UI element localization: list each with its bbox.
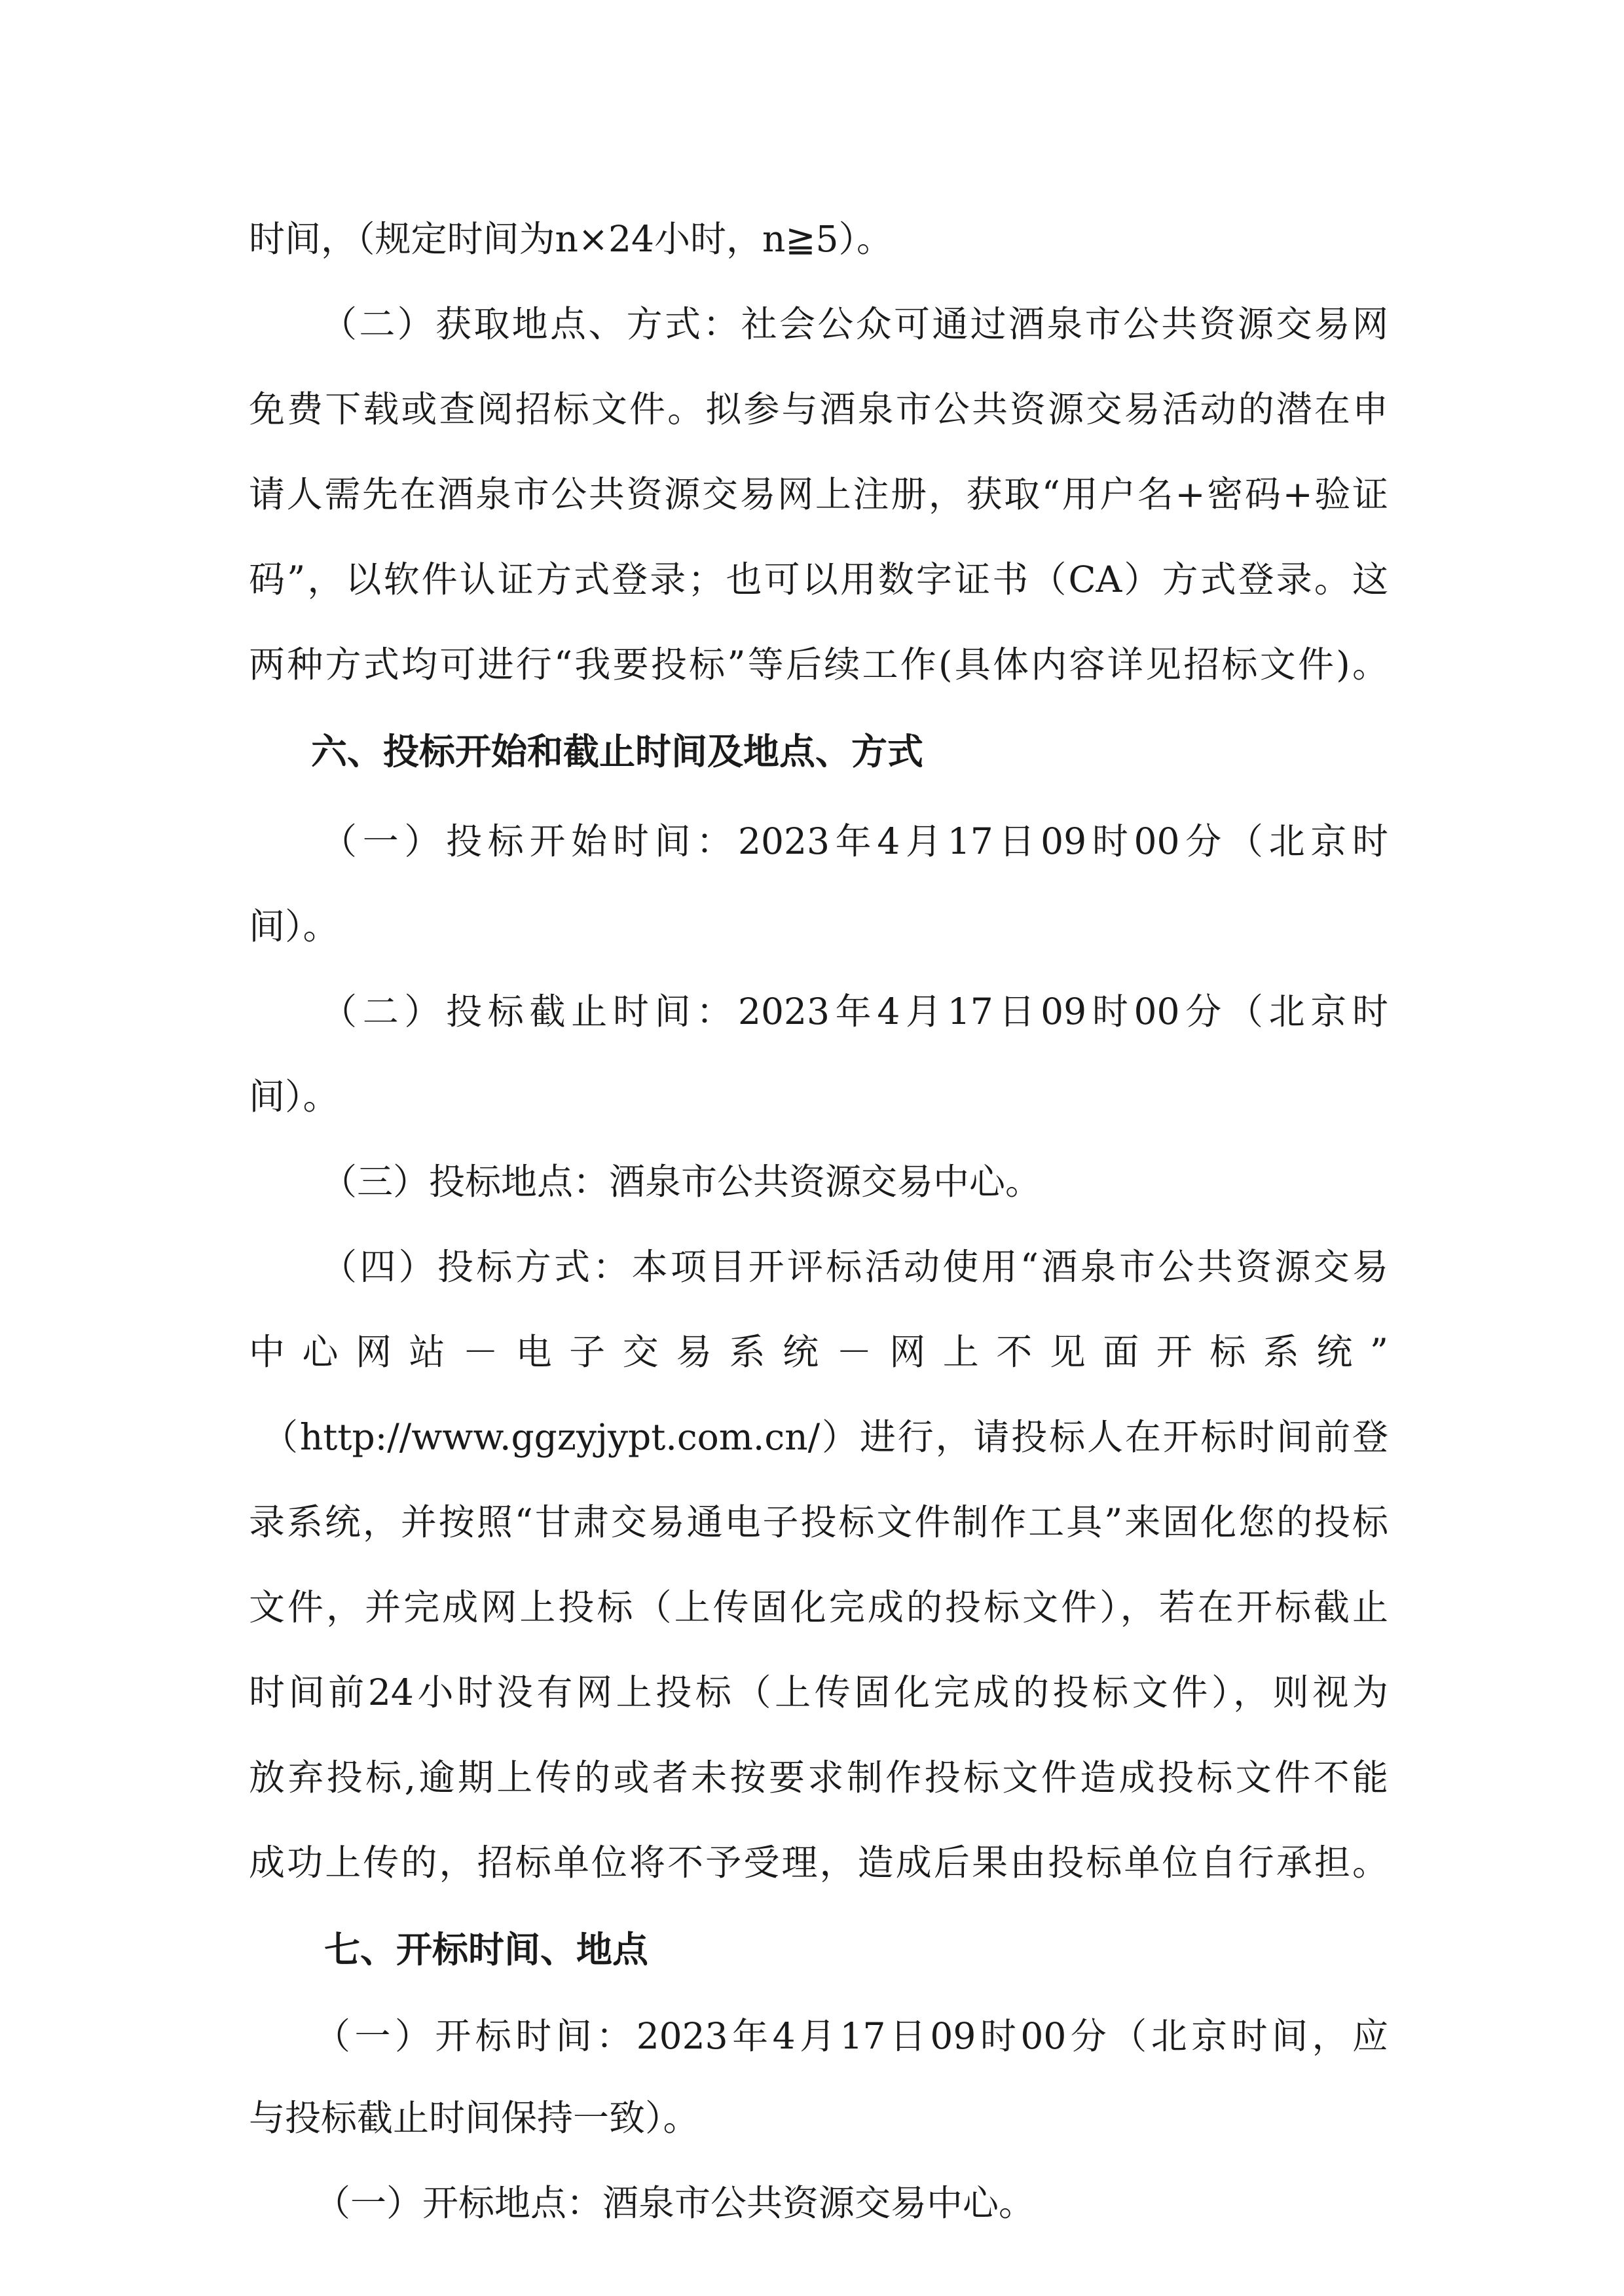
paragraph-line: 与投标截止时间保持一致）。 — [249, 2097, 699, 2139]
section-heading: 七、开标时间、地点 — [324, 1929, 649, 1971]
paragraph-line: 时间，（规定时间为n×24小时，n≧5）。 — [249, 218, 893, 260]
paragraph-line: 码”，以软件认证方式登录；也可以用数字证书（CA）方式登录。这 — [249, 558, 1388, 600]
url-line: （http://www.ggzyjypt.com.cn/）进行，请投标人在开标时间前登 — [262, 1416, 1388, 1458]
paragraph-line: 文件，并完成网上投标（上传固化完成的投标文件），若在开标截止 — [249, 1586, 1388, 1628]
paragraph-line: 间）。 — [249, 1076, 339, 1118]
paragraph-line: （二）获取地点、方式：社会公众可通过酒泉市公共资源交易网 — [321, 303, 1388, 345]
paragraph-line: （一）投标开始时间：2023年4月17日09时00分（北京时 — [321, 820, 1388, 862]
paragraph-line: 放弃投标,逾期上传的或者未按要求制作投标文件造成投标文件不能 — [249, 1757, 1388, 1798]
paragraph-line: （四）投标方式：本项目开评标活动使用“酒泉市公共资源交易 — [321, 1246, 1388, 1288]
paragraph-line: （一）开标时间：2023年4月17日09时00分（北京时间，应 — [314, 2015, 1388, 2057]
paragraph-line: 时间前24小时没有网上投标（上传固化完成的投标文件），则视为 — [249, 1671, 1388, 1713]
paragraph-line: （二）投标截止时间：2023年4月17日09时00分（北京时 — [321, 991, 1388, 1032]
paragraph-line: 两种方式均可进行“我要投标”等后续工作(具体内容详见招标文件)。 — [249, 644, 1388, 685]
paragraph-line: 间）。 — [249, 905, 339, 947]
paragraph-line: 中心网站－电子交易系统－网上不见面开标系统” — [249, 1331, 1388, 1373]
section-heading: 六、投标开始和截止时间及地点、方式 — [311, 731, 924, 773]
paragraph-line: 请人需先在酒泉市公共资源交易网上注册，获取“用户名+密码+验证 — [249, 473, 1388, 515]
paragraph-line: （三）投标地点：酒泉市公共资源交易中心。 — [321, 1161, 1042, 1203]
paragraph-line: 录系统，并按照“甘肃交易通电子投标文件制作工具”来固化您的投标 — [249, 1501, 1388, 1543]
paragraph-line: 免费下载或查阅招标文件。拟参与酒泉市公共资源交易活动的潜在申 — [249, 388, 1388, 430]
paragraph-line: （一）开标地点：酒泉市公共资源交易中心。 — [314, 2182, 1035, 2224]
paragraph-line: 成功上传的，招标单位将不予受理，造成后果由投标单位自行承担。 — [249, 1842, 1388, 1884]
